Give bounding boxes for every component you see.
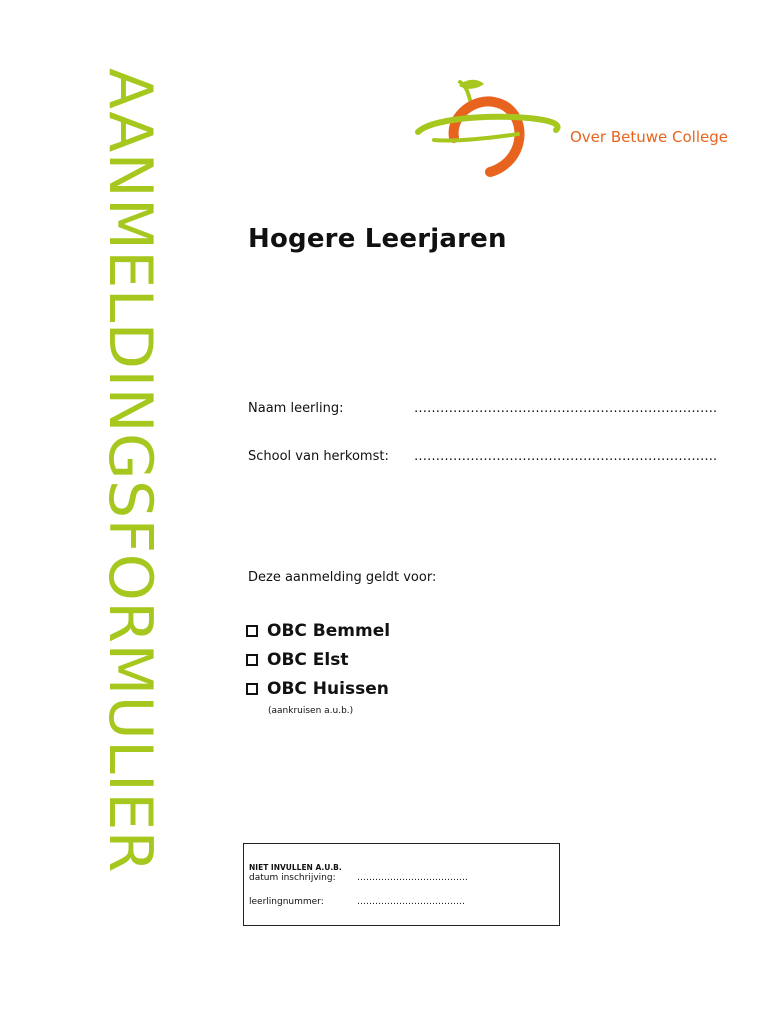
student-name-line[interactable]: ……………………………………………………………. — [414, 401, 718, 416]
location-options — [246, 616, 390, 703]
page-heading: Hogere Leerjaren — [248, 224, 507, 254]
check-instruction: (aankruisen a.u.b.) — [268, 706, 354, 716]
option-elst-label: OBC Elst — [267, 649, 349, 670]
option-elst[interactable] — [246, 645, 390, 674]
option-bemmel[interactable] — [246, 616, 390, 645]
registration-date-line: ………………………………. — [357, 873, 468, 883]
previous-school-field[interactable] — [248, 449, 718, 464]
apple-orbit-logo-icon — [410, 76, 580, 200]
registration-date-field — [249, 873, 468, 883]
school-logo — [410, 76, 740, 200]
student-name-label: Naam leerling: — [248, 401, 344, 416]
option-bemmel-label: OBC Bemmel — [267, 620, 391, 641]
office-use-title: NIET INVULLEN A.U.B. — [249, 863, 342, 872]
applies-to-text: Deze aanmelding geldt voor: — [248, 570, 437, 585]
student-number-field — [249, 897, 465, 907]
registration-date-label: datum inschrijving: — [249, 873, 336, 883]
checkbox-huissen[interactable] — [246, 683, 258, 695]
school-name: Over Betuwe College — [570, 128, 728, 146]
previous-school-label: School van herkomst: — [248, 449, 389, 464]
office-use-box — [243, 843, 560, 926]
vertical-form-title: AANMELDINGSFORMULIER — [95, 68, 165, 873]
previous-school-line[interactable]: ……………………………………………………………. — [414, 449, 718, 464]
option-huissen[interactable] — [246, 674, 390, 703]
student-number-label: leerlingnummer: — [249, 897, 324, 907]
student-number-line: ……………………………… — [357, 897, 465, 907]
option-huissen-label: OBC Huissen — [267, 678, 389, 699]
checkbox-bemmel[interactable] — [246, 625, 258, 637]
student-name-field[interactable] — [248, 401, 718, 416]
checkbox-elst[interactable] — [246, 654, 258, 666]
